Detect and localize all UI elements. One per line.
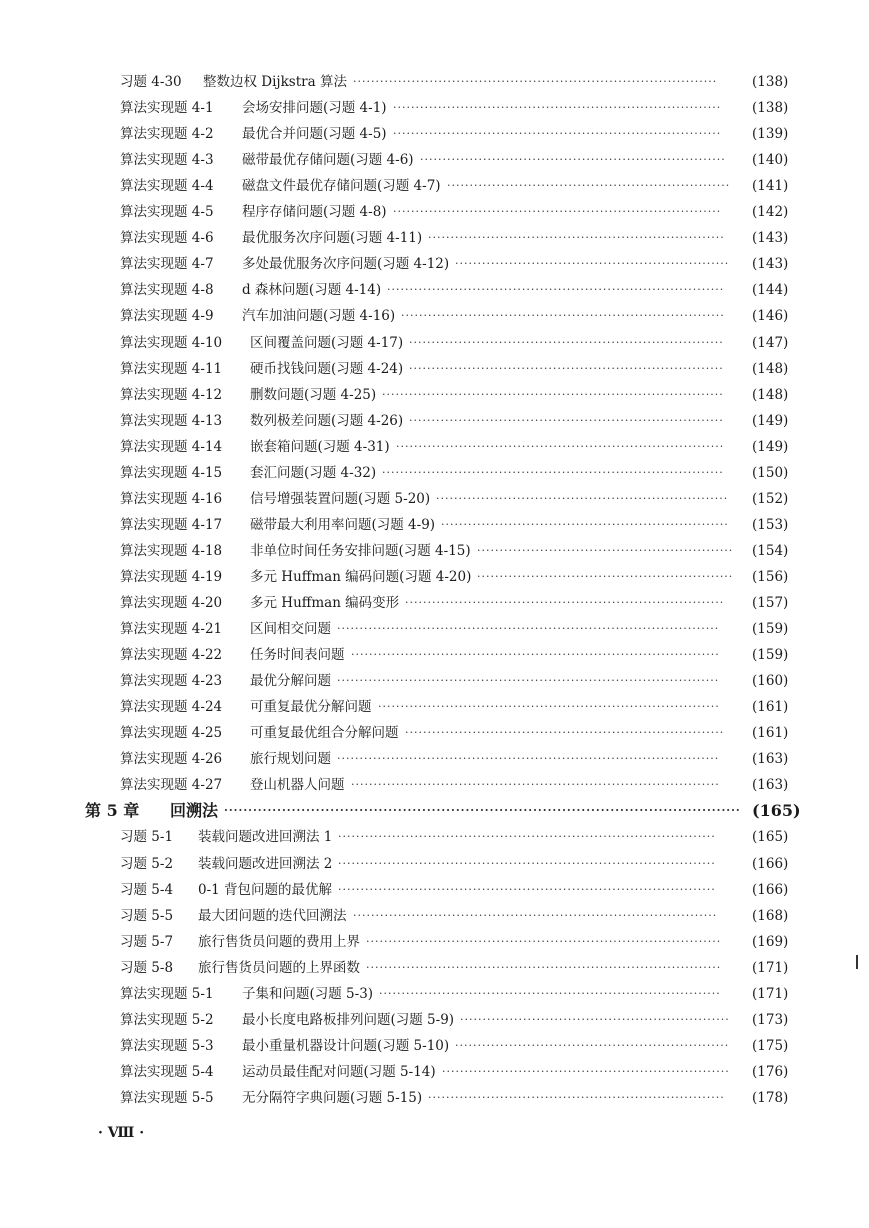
toc-entry-page: (157) — [752, 595, 789, 611]
toc-row — [0, 410, 869, 432]
toc-entry-number: 算法实现题 4-26 — [120, 751, 223, 768]
toc-entry-number: 算法实现题 4-21 — [120, 621, 223, 638]
toc-row — [0, 644, 869, 666]
toc-entry-number: 习题 5-5 — [120, 907, 174, 924]
page-number-footer: · Ⅷ · — [98, 1125, 145, 1141]
leader-dots: ··············································································· — [366, 960, 722, 974]
toc-entry-title: 最小长度电路板排列问题(习题 5-9) — [242, 1011, 455, 1028]
toc-entry-title: 旅行规划问题 — [250, 751, 331, 768]
leader-dots: ··········································································· — [387, 283, 725, 297]
toc-entry-page: (141) — [752, 178, 789, 195]
toc-entry-number: 习题 5-1 — [120, 829, 174, 846]
toc-entry-page: (159) — [752, 621, 789, 638]
leader-dots: ··············································································· — [366, 934, 722, 948]
toc-entry-title: 旅行售货员问题的上界函数 — [198, 959, 360, 976]
toc-entry-title: 任务时间表问题 — [250, 647, 345, 664]
toc-entry-number: 算法实现题 4-16 — [120, 490, 223, 507]
toc-row — [0, 905, 869, 927]
toc-entry-number: 算法实现题 5-3 — [120, 1037, 214, 1054]
toc-entry-number: 算法实现题 5-2 — [120, 1011, 214, 1028]
toc-entry-page: (168) — [752, 907, 789, 924]
toc-chapter-row — [0, 800, 869, 822]
toc-entry-page: (150) — [752, 464, 789, 481]
toc-row — [0, 670, 869, 692]
leader-dots: ········································································· — [393, 127, 722, 141]
toc-row — [0, 358, 869, 380]
leader-dots: ······································································· — [405, 596, 725, 609]
leader-dots: ···························································· — [460, 1012, 730, 1026]
toc-row — [0, 332, 869, 354]
leader-dots: ················································································· — [353, 75, 718, 88]
toc-entry-number: 习题 5-4 — [120, 881, 174, 898]
toc-entry-title: 登山机器人问题 — [250, 777, 345, 794]
toc-entry-number: 算法实现题 4-7 — [120, 256, 214, 273]
leader-dots: ·································································· — [428, 231, 725, 245]
leader-dots: ································································ — [442, 1064, 730, 1078]
toc-entry-page: (144) — [752, 282, 789, 299]
leader-dots: ········································································· — [396, 439, 725, 453]
toc-entry-title: 磁盘文件最优存储问题(习题 4-7) — [242, 178, 441, 195]
toc-entry-title: 数列极差问题(习题 4-26) — [250, 412, 404, 429]
toc-entry-title: 非单位时间任务安排问题(习题 4-15) — [250, 542, 471, 559]
toc-row — [0, 175, 869, 197]
toc-row — [0, 879, 869, 901]
toc-row — [0, 696, 869, 718]
toc-entry-number: 习题 5-2 — [120, 855, 174, 872]
toc-entry-number: 算法实现题 5-5 — [120, 1089, 214, 1106]
leader-dots: ············································································ — [382, 465, 724, 479]
toc-entry-number: 算法实现题 4-25 — [120, 725, 223, 742]
toc-entry-title: 多处最优服务次序问题(习题 4-12) — [242, 256, 450, 273]
toc-row — [0, 253, 869, 275]
toc-entry-page: (171) — [752, 985, 789, 1002]
toc-row — [0, 227, 869, 249]
toc-entry-page: (173) — [752, 1011, 789, 1028]
toc-entry-title: 旅行售货员问题的费用上界 — [198, 933, 360, 950]
toc-entry-title: 无分隔符字典问题(习题 5-15) — [242, 1089, 423, 1106]
toc-entry-page: (163) — [752, 777, 789, 794]
leader-dots: ····················································································· — [337, 622, 720, 636]
toc-entry-title: 嵌套箱问题(习题 4-31) — [250, 438, 390, 455]
toc-row — [0, 722, 869, 744]
toc-entry-page: (161) — [752, 699, 789, 716]
leader-dots: ············································································ — [382, 387, 724, 401]
toc-row — [0, 748, 869, 770]
toc-entry-page: (159) — [752, 647, 789, 664]
toc-entry-page: (165) — [752, 801, 801, 821]
toc-entry-number: 算法实现题 4-5 — [120, 204, 214, 221]
toc-entry-page: (142) — [752, 204, 789, 221]
toc-entry-title: 删数问题(习题 4-25) — [250, 386, 377, 403]
toc-entry-title: 整数边权 Dijkstra 算法 — [203, 74, 347, 90]
toc-entry-number: 算法实现题 4-1 — [120, 100, 214, 117]
toc-entry-number: 算法实现题 5-1 — [120, 985, 214, 1002]
toc-row — [0, 592, 869, 614]
toc-entry-number: 算法实现题 4-24 — [120, 699, 223, 716]
toc-entry-page: (154) — [752, 542, 789, 559]
leader-dots: ································································ — [441, 517, 729, 531]
toc-entry-number: 算法实现题 4-6 — [120, 230, 214, 247]
leader-dots: ································································· — [436, 491, 729, 505]
toc-entry-page: (175) — [752, 1037, 789, 1054]
toc-entry-title: 汽车加油问题(习题 4-16) — [242, 308, 396, 325]
toc-row — [0, 123, 869, 145]
toc-entry-number: 算法实现题 4-13 — [120, 412, 223, 429]
toc-entry-page: (140) — [752, 152, 789, 169]
leader-dots: ························································· — [477, 569, 734, 583]
toc-entry-page: (156) — [752, 568, 789, 585]
leader-dots: ···································································· — [420, 153, 726, 167]
leader-dots: ······························································· — [447, 179, 731, 193]
toc-row — [0, 71, 869, 93]
toc-row — [0, 774, 869, 796]
leader-dots: ····························································· — [455, 257, 730, 271]
toc-entry-title: 运动员最佳配对问题(习题 5-14) — [242, 1063, 436, 1080]
leader-dots: ···················································································· — [338, 882, 716, 896]
toc-entry-number: 习题 4-30 — [120, 74, 182, 90]
toc-entry-page: (153) — [752, 516, 789, 533]
toc-row — [0, 566, 869, 588]
toc-entry-number: 算法实现题 4-22 — [120, 647, 223, 664]
toc-entry-title: 最优合并问题(习题 4-5) — [242, 126, 387, 143]
toc-entry-title: 可重复最优组合分解问题 — [250, 725, 399, 742]
toc-entry-number: 算法实现题 4-2 — [120, 126, 214, 143]
toc-row — [0, 97, 869, 119]
toc-entry-page: (143) — [752, 256, 789, 273]
leader-dots: ······································································· — [405, 726, 725, 740]
toc-entry-number: 算法实现题 4-19 — [120, 568, 223, 585]
toc-entry-number: 算法实现题 4-8 — [120, 282, 214, 299]
toc-entry-page: (148) — [752, 386, 789, 403]
toc-entry-number: 算法实现题 4-10 — [120, 334, 223, 351]
toc-entry-title: 多元 Huffman 编码变形 — [250, 595, 400, 611]
toc-entry-page: (171) — [752, 959, 789, 976]
toc-entry-title: 磁带最大利用率问题(习题 4-9) — [250, 516, 436, 533]
toc-row — [0, 931, 869, 953]
toc-entry-title: 程序存储问题(习题 4-8) — [242, 204, 387, 221]
toc-row — [0, 957, 869, 979]
toc-row — [0, 514, 869, 536]
toc-entry-page: (149) — [752, 412, 789, 429]
leader-dots: ··········································································································· — [224, 804, 741, 818]
toc-entry-page: (166) — [752, 881, 789, 898]
toc-entry-number: 算法实现题 4-14 — [120, 438, 223, 455]
toc-row — [0, 305, 869, 327]
leader-dots: ········································································ — [401, 309, 725, 323]
toc-entry-title: 最优分解问题 — [250, 673, 331, 690]
toc-entry-number: 算法实现题 4-27 — [120, 777, 223, 794]
toc-entry-title: 多元 Huffman 编码问题(习题 4-20) — [250, 568, 472, 585]
toc-entry-number: 习题 5-8 — [120, 959, 174, 976]
toc-entry-number: 算法实现题 4-23 — [120, 673, 223, 690]
leader-dots: ······································································ — [409, 361, 724, 375]
leader-dots: ·················································································· — [351, 778, 720, 792]
leader-dots: ····················································································· — [337, 752, 720, 766]
toc-entry-title: 最优服务次序问题(习题 4-11) — [242, 230, 423, 247]
leader-dots: ······································································ — [409, 335, 724, 349]
toc-entry-page: (148) — [752, 360, 789, 377]
leader-dots: ···················································································· — [338, 830, 716, 844]
toc-row — [0, 540, 869, 562]
toc-entry-title: 会场安排问题(习题 4-1) — [242, 100, 387, 117]
toc-entry-title: 装载问题改进回溯法 1 — [198, 829, 333, 846]
toc-entry-title: 回溯法 — [170, 801, 219, 821]
toc-entry-title: 0-1 背包问题的最优解 — [198, 881, 333, 898]
toc-row — [0, 826, 869, 848]
leader-dots: ·················································································· — [351, 648, 720, 662]
toc-row — [0, 436, 869, 458]
toc-row — [0, 1061, 869, 1083]
leader-dots: ········································································· — [393, 101, 722, 115]
toc-entry-title: 区间覆盖问题(习题 4-17) — [250, 334, 404, 351]
toc-entry-page: (152) — [752, 490, 789, 507]
toc-entry-number: 算法实现题 4-20 — [120, 595, 223, 611]
margin-mark — [856, 955, 858, 969]
toc-entry-number: 算法实现题 4-3 — [120, 152, 214, 169]
toc-entry-number: 算法实现题 4-12 — [120, 386, 223, 403]
leader-dots: ·································································· — [428, 1090, 725, 1104]
toc-row — [0, 1035, 869, 1057]
toc-entry-title: 可重复最优分解问题 — [250, 699, 372, 716]
toc-entry-number: 算法实现题 4-18 — [120, 542, 223, 559]
toc-entry-title: 硬币找钱问题(习题 4-24) — [250, 360, 404, 377]
toc-row — [0, 201, 869, 223]
toc-entry-page: (163) — [752, 751, 789, 768]
toc-entry-title: 区间相交问题 — [250, 621, 331, 638]
toc-entry-page: (165) — [752, 829, 789, 846]
leader-dots: ················································································· — [353, 908, 718, 922]
toc-row — [0, 853, 869, 875]
toc-entry-title: 磁带最优存储问题(习题 4-6) — [242, 152, 414, 169]
toc-entry-title: d 森林问题(习题 4-14) — [242, 282, 382, 299]
toc-entry-number: 算法实现题 4-9 — [120, 308, 214, 325]
toc-entry-page: (169) — [752, 933, 789, 950]
toc-entry-page: (147) — [752, 334, 789, 351]
toc-entry-number: 算法实现题 5-4 — [120, 1063, 214, 1080]
toc-entry-number: 算法实现题 4-17 — [120, 516, 223, 533]
toc-entry-number: 算法实现题 4-15 — [120, 464, 223, 481]
toc-entry-page: (166) — [752, 855, 789, 872]
toc-entry-number: 习题 5-7 — [120, 933, 174, 950]
toc-entry-title: 信号增强装置问题(习题 5-20) — [250, 490, 431, 507]
toc-row — [0, 384, 869, 406]
leader-dots: ······································································ — [409, 413, 724, 427]
toc-entry-page: (138) — [752, 74, 789, 90]
toc-entry-number: 算法实现题 4-4 — [120, 178, 214, 195]
toc-entry-page: (139) — [752, 126, 789, 143]
toc-entry-page: (149) — [752, 438, 789, 455]
leader-dots: ············································································ — [379, 986, 721, 1000]
toc-entry-page: (146) — [752, 308, 789, 325]
toc-row — [0, 1009, 869, 1031]
toc-entry-page: (176) — [752, 1063, 789, 1080]
toc-row — [0, 279, 869, 301]
leader-dots: ····················································································· — [337, 674, 720, 688]
leader-dots: ···················································································· — [338, 856, 716, 870]
toc-entry-title: 子集和问题(习题 5-3) — [242, 985, 374, 1002]
toc-entry-number: 算法实现题 4-11 — [120, 360, 223, 377]
toc-entry-page: (178) — [752, 1089, 789, 1106]
leader-dots: ························································· — [477, 543, 734, 557]
toc-row — [0, 618, 869, 640]
toc-entry-page: (160) — [752, 673, 789, 690]
toc-row — [0, 462, 869, 484]
toc-entry-title: 最大团问题的迭代回溯法 — [198, 907, 347, 924]
toc-row — [0, 149, 869, 171]
toc-entry-title: 套汇问题(习题 4-32) — [250, 464, 377, 481]
toc-entry-page: (138) — [752, 100, 789, 117]
toc-row — [0, 983, 869, 1005]
leader-dots: ········································································· — [393, 205, 722, 219]
toc-entry-page: (161) — [752, 725, 789, 742]
toc-entry-title: 装载问题改进回溯法 2 — [198, 855, 333, 872]
toc-row — [0, 488, 869, 510]
toc-entry-number: 第 5 章 — [85, 801, 140, 821]
toc-row — [0, 1087, 869, 1109]
leader-dots: ····························································· — [455, 1038, 730, 1052]
toc-entry-title: 最小重量机器设计问题(习题 5-10) — [242, 1037, 450, 1054]
leader-dots: ············································································ — [378, 700, 720, 714]
toc-entry-page: (143) — [752, 230, 789, 247]
